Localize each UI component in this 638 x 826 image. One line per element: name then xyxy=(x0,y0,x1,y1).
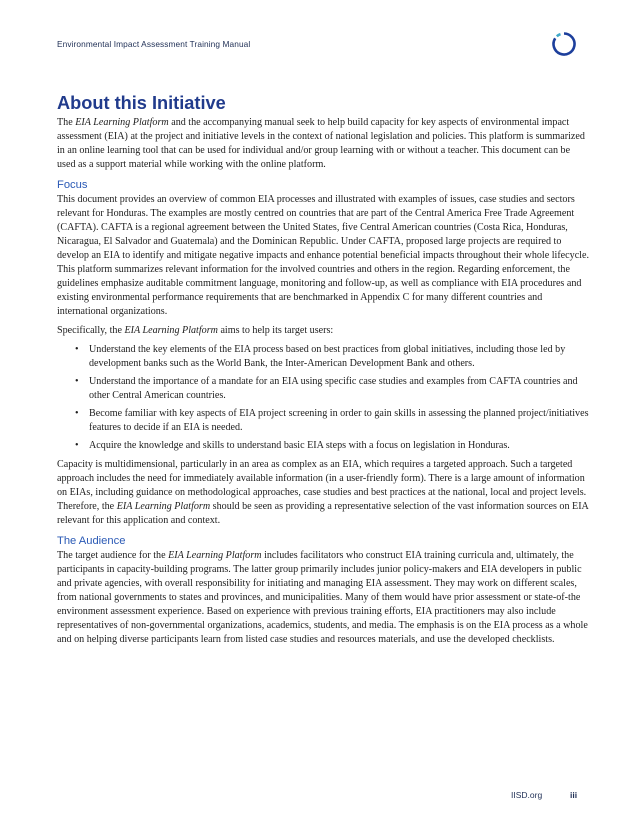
focus-paragraph-1: This document provides an overview of common EIA processes and illustrated with examples of issues, case studies and sectors relevant for Honduras. The examples are mostly centred on countries that are part of the Central America Free Trade Agreement (CAFTA). CAFTA is a regional agreement between the United States, five Central American countries (Costa Rica, Honduras, Nicaragua, El Salvador and Guatemala) and the Dominican Republic. Under CAFTA, proposed large projects are required to develop an EIA to identify and mitigate negative impacts and enhance potential beneficial impacts throughout their whole lifecycle. This platform summarizes relevant information for the involved countries and others in the region. Regarding enforcement, the guidelines emphasize auditable commitment language, monitoring and follow-up, as well as compliance with EIA procedures and existing environmental performance requirements that are benchmarked in Appendix C for many different countries and international organizations. xyxy=(57,194,589,317)
focus-heading: Focus xyxy=(57,179,88,191)
page-number: iii xyxy=(570,790,578,800)
target-user-goals-list xyxy=(57,343,589,453)
audience-heading: The Audience xyxy=(57,535,126,547)
list-item: • Understand the key elements of the EIA process based on best practices from global initiatives, including those led by development banks such as the World Bank, the Inter-American Development Bank and others. xyxy=(89,343,589,371)
iisd-circle-logo-icon xyxy=(551,31,577,57)
document-header-title: Environmental Impact Assessment Training Manual xyxy=(57,39,251,49)
focus-paragraph-3: Capacity is multidimensional, particularly in an area as complex as an EIA, which requires a targeted approach. Such a targeted approach includes the need for immediately available information (in a user-friendly form). There is a large amount of information on EIAs, including guidance on methodological approaches, case studies and best practices at the national, local and project levels. Therefore, the EIA Learning Platform should be seen as providing a representative selection of the vast information sources on EIA relevant for this application and context. xyxy=(57,459,589,526)
footer-site-link[interactable]: IISD.org xyxy=(511,790,543,800)
list-item: • Become familiar with key aspects of EIA project screening in order to gain skills in assessing the planned project/initiatives features to decide if an EIA is needed. xyxy=(89,407,589,435)
section-title: About this Initiative xyxy=(57,93,226,113)
audience-paragraph: The target audience for the EIA Learning Platform includes facilitators who construct EIA training curricula and, ultimately, the participants in capacity-building programs. The latter group primarily includes junior policy-makers and EIA developers in public and private agencies, with overall responsibility for initiating and managing EIA assessment. They may work on different scales, from national governments to states and provinces, and municipalities. Many of them would have prior assessment or state-of-the environment assessment experience. Based on experience with previous training efforts, EIA practitioners may also include representatives of non-governmental organizations, academics, students, and media. The emphasis is on the EIA process as a whole and on helping diverse participants learn from listed case studies and resources materials, and use the developed checklists. xyxy=(57,550,588,645)
intro-paragraph: The EIA Learning Platform and the accompanying manual seek to help build capacity for key aspects of environmental impact assessment (EIA) at the project and initiative levels in the context of national legislation and policies. This platform is summarized in an online learning tool that can be used for individual and/or group learning with or without a teacher. This document can be used as a support material while working with the online platform. xyxy=(57,117,585,170)
list-item: • Acquire the knowledge and skills to understand basic EIA steps with a focus on legislation in Honduras. xyxy=(89,439,589,453)
focus-paragraph-2: Specifically, the EIA Learning Platform aims to help its target users: xyxy=(57,325,334,336)
page-content xyxy=(57,92,589,652)
list-item: • Understand the importance of a mandate for an EIA using specific case studies and examples from CAFTA countries and other Central American countries. xyxy=(89,375,589,403)
